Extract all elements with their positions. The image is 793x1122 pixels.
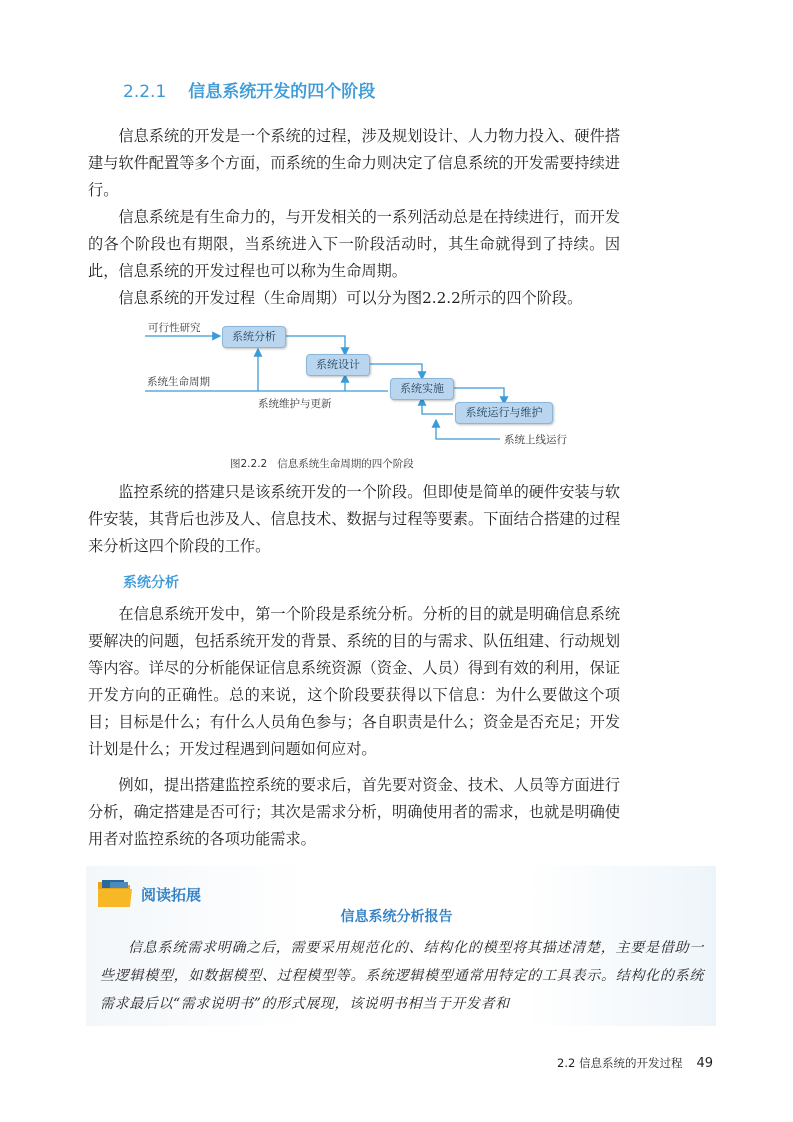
section-title-text: 信息系统开发的四个阶段 (188, 82, 376, 102)
footer-section: 2.2 信息系统的开发过程 (557, 1056, 683, 1070)
section-number: 2.2.1 (123, 82, 167, 102)
reading-title: 阅读拓展 (141, 886, 202, 904)
page-number: 49 (696, 1056, 713, 1071)
reading-subtitle: 信息系统分析报告 (340, 909, 453, 925)
section-heading (123, 77, 375, 102)
lifecycle-diagram (140, 318, 600, 453)
label-online: 系统上线运行 (504, 434, 567, 446)
stage-implementation: 系统实施 (390, 378, 454, 400)
paragraph-figure-ref: 信息系统的开发过程（生命周期）可以分为图2.2.2所示的四个阶段。 (118, 289, 583, 307)
figure-caption (230, 456, 414, 471)
paragraph-lifecycle: 信息系统是有生命力的，与开发相关的一系列活动总是在持续进行，而开发的各个阶段也有期限，当系统进入下一阶段活动时，其生命就得到了持续。因此，信息系统的开发过程也可以称为生命周期。 (88, 208, 620, 280)
paragraph-monitoring: 监控系统的搭建只是该系统开发的一个阶段。但即使是简单的硬件安装与软件安装，其背后也涉及人、信息技术、数据与过程等要素。下面结合搭建的过程来分析这四个阶段的工作。 (88, 483, 620, 555)
stage-design: 系统设计 (306, 354, 370, 376)
stage-operation-maintenance: 系统运行与维护 (455, 402, 553, 424)
paragraph-example: 例如，提出搭建监控系统的要求后，首先要对资金、技术、人员等方面进行分析，确定搭建是否可行；其次是需求分析，明确使用者的需求，也就是明确使用者对监控系统的各项功能需求。 (88, 776, 620, 848)
label-maintenance: 系统维护与更新 (258, 398, 332, 410)
caption-text: 信息系统生命周期的四个阶段 (277, 458, 414, 470)
stage-analysis: 系统分析 (222, 326, 286, 348)
label-lifecycle: 系统生命周期 (147, 376, 210, 388)
label-feasibility: 可行性研究 (148, 322, 201, 334)
paragraph-analysis: 在信息系统开发中，第一个阶段是系统分析。分析的目的就是明确信息系统要解决的问题，包括系统开发的背景、系统的目的与需求、队伍组建、行动规划等内容。详尽的分析能保证信息系统资源（资金、人员）得到有效的利用，保证开发方向的正确性。总的来说，这个阶段要获得以下信息：为什么要做这个项目；目标是什么；有什么人员角色参与；各自职责是什么；资金是否充足；开发计划是什么；开发过程遇到问题如何应对。 (88, 605, 620, 758)
arrow-analysis-to-design (284, 336, 345, 355)
reading-text: 信息系统需求明确之后，需要采用规范化的、结构化的模型将其描述清楚，主要是借助一些逻辑模型，如数据模型、过程模型等。系统逻辑模型通常用特定的工具表示。结构化的系统需求最后以“需求说明书”的形式展现，该说明书相当于开发者和 (100, 940, 704, 1012)
caption-number: 图2.2.2 (230, 458, 268, 470)
folder-icon (96, 876, 134, 910)
paragraph-intro: 信息系统的开发是一个系统的过程，涉及规划设计、人力物力投入、硬件搭建与软件配置等多个方面，而系统的生命力则决定了信息系统的开发需要持续进行。 (88, 127, 620, 199)
page-footer (557, 1055, 713, 1071)
arrow-feedback-implementation (422, 398, 453, 414)
arrow-design-to-implementation (368, 364, 422, 379)
subheading-system-analysis: 系统分析 (123, 575, 179, 591)
